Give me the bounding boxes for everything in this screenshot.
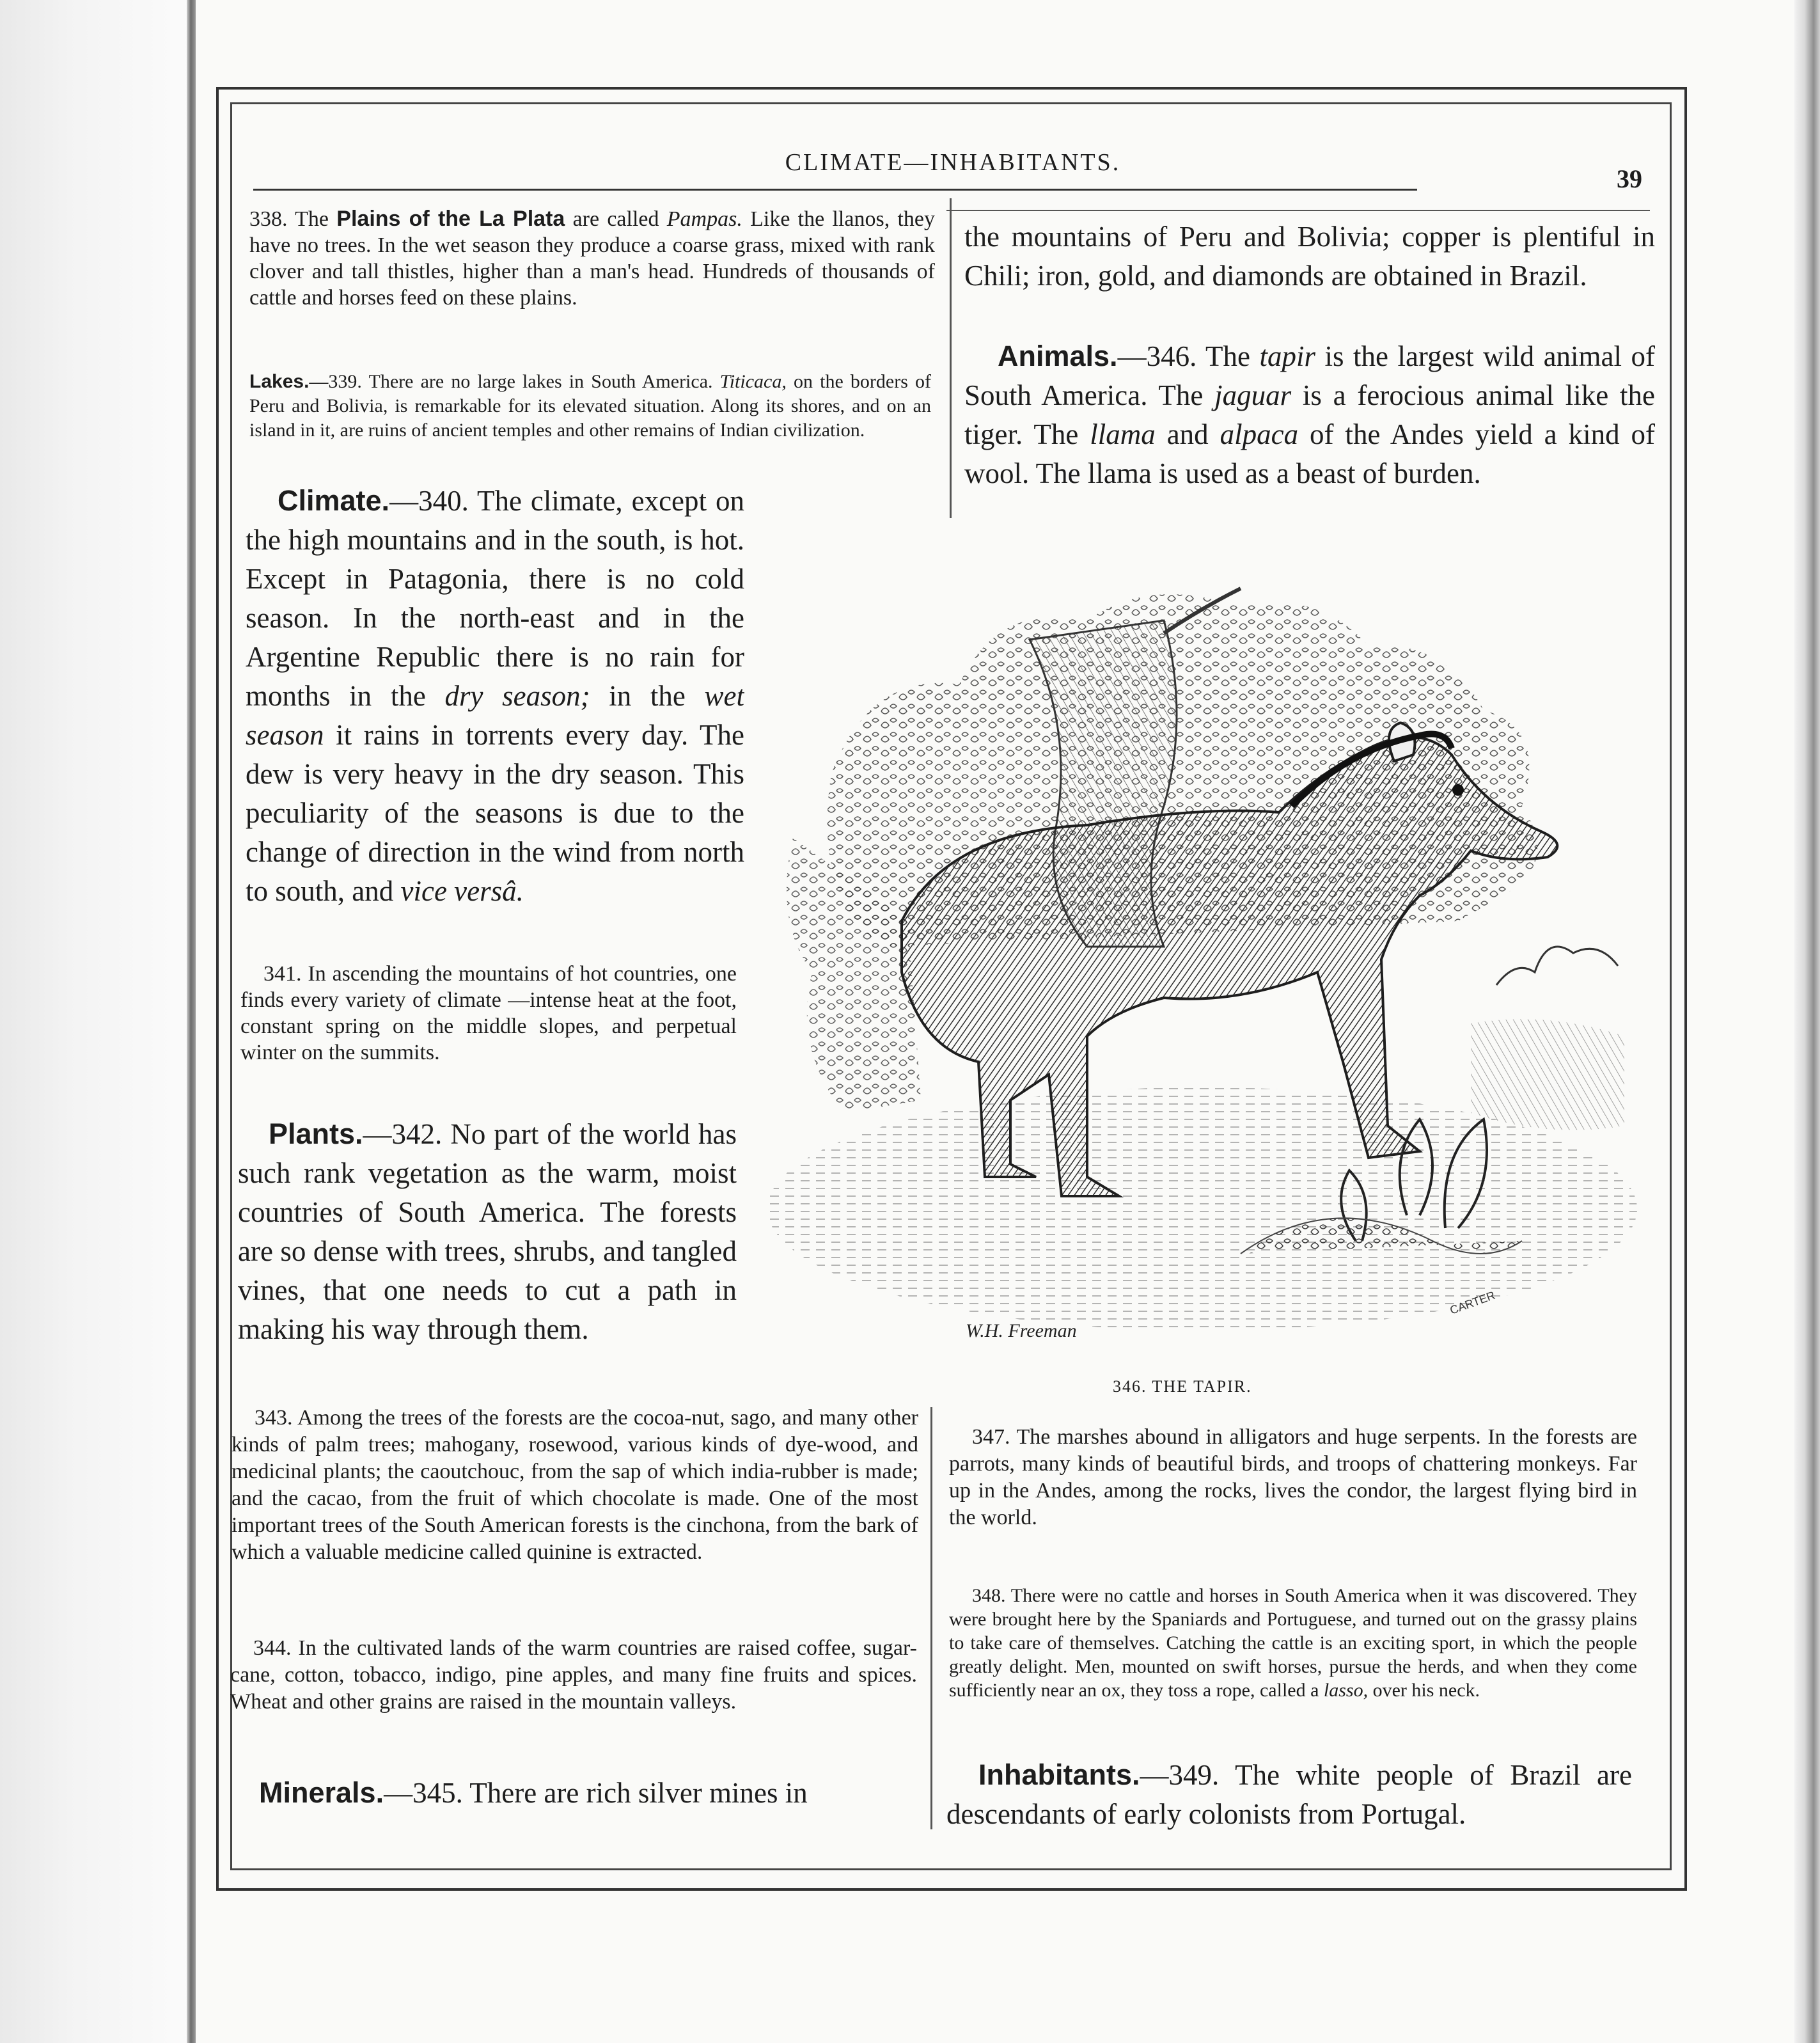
paragraph-345-start: Minerals.—345. There are rich silver mines in	[259, 1776, 808, 1809]
lead-lakes: Lakes.	[249, 371, 310, 392]
engraver-signature: CARTER	[1448, 1288, 1497, 1317]
paragraph-340-body: Climate.—340. The climate, except on the high mountains and in the south, is hot. Except in Patagonia, there is no cold season. In the north-east and in the Argentine Republic there is no rain for months in the dry season; in the wet season it rains in torrents every day. The dew is very heavy in the dry season. This peculiarity of the seasons is due to the change of direction in the wind from north to south, and vice versâ.	[246, 484, 744, 907]
paragraph-348: 348. There were no cattle and horses in South America when it was discovered. They were brought here by the Spaniards and Portuguese, and turned out on the grassy plains to take care of themselves. Catching the cattle is an exciting sport, in which the people greatly delight. Men, mounted on swift horses, pursue the herds, and when they come sufficiently near an ox, they toss a rope, called a lasso, over his neck.	[949, 1585, 1637, 1701]
page-edge-right	[1794, 0, 1820, 2043]
paragraph-345-continued: the mountains of Peru and Bolivia; copper is plentiful in Chili; iron, gold, and diamonds are obtained in Brazil.	[964, 221, 1655, 292]
paragraph-347: 347. The marshes abound in alligators and huge serpents. In the forests are parrots, many kinds of beautiful birds, and troops of chattering monkeys. Far up in the Andes, among the rocks, lives the condor, the largest flying bird in the world.	[949, 1425, 1637, 1529]
paragraph-342: Plants.—342. No part of the world has such rank vegetation as the warm, moist countries of South America. The forests are so dense with trees, shrubs, and tangled vines, that one needs to cut a path in making his way through them.	[238, 1117, 737, 1345]
lead-plants: Plants.	[269, 1117, 363, 1150]
paragraph-338: 338. The Plains of the La Plata are called Pampas. Like the llanos, they have no trees. In the wet season they produce a coarse grass, mixed with rank clover and tall thistles, higher than a man's head. Hundreds of thousands of cattle and horses feed on these plains.	[249, 207, 935, 310]
paragraph-346: Animals.—346. The tapir is the largest wild animal of South America. The jaguar is a ferocious animal like the tiger. The llama and alpaca of the Andes yield a kind of wool. The llama is used as a beast of burden.	[964, 340, 1655, 489]
paragraph-341: 341. In ascending the mountains of hot countries, one finds every variety of climate —intense heat at the foot, constant spring on the middle slopes, and perpetual winter on the summits.	[240, 962, 737, 1064]
running-head: CLIMATE—INHABITANTS.	[785, 149, 1121, 176]
column-divider-bottom	[930, 1407, 932, 1829]
tapir-illustration	[755, 563, 1650, 1369]
artist-signature: W.H. Freeman	[966, 1320, 1077, 1341]
lead-minerals: Minerals.	[259, 1776, 384, 1809]
header-rule	[253, 189, 1417, 191]
book-spine-edge	[187, 0, 196, 2043]
lead-animals: Animals.	[998, 340, 1118, 372]
lead-inhabitants: Inhabitants.	[978, 1758, 1140, 1791]
paragraph-343: 343. Among the trees of the forests are the cocoa-nut, sago, and many other kinds of palm trees; mahogany, rosewood, various kinds of dye-wood, and medicinal plants; the caoutchouc, from the sap of which india-rubber is made; and the cacao, from the fruit of which chocolate is made. One of the most important trees of the South American forests is the cinchona, from the bark of which a valuable medicine called quinine is extracted.	[231, 1406, 918, 1564]
paragraph-349: Inhabitants.—349. The white people of Brazil are descendants of early colonists from Portugal.	[946, 1758, 1632, 1830]
paragraph-339: Lakes.—339. There are no large lakes in South America. Titicaca, on the borders of Peru and Bolivia, is remarkable for its elevated situation. Along its shores, and on an island in it, are ruins of ancient temples and other remains of Indian civilization.	[249, 371, 931, 441]
illustration-caption: 346. THE TAPIR.	[1113, 1377, 1252, 1396]
scan-margin	[0, 0, 192, 2043]
page-number: 39	[1617, 164, 1642, 193]
column-divider-top	[950, 198, 952, 518]
paragraph-344: 344. In the cultivated lands of the warm countries are raised coffee, sugar-cane, cotton, tobacco, indigo, pine apples, and many fine fruits and spices. Wheat and other grains are raised in the mountain valleys.	[230, 1636, 917, 1714]
header-rule-right	[946, 210, 1650, 211]
lead-plains: Plains of the La Plata	[336, 207, 565, 231]
tapir-engraving-icon	[755, 563, 1650, 1369]
